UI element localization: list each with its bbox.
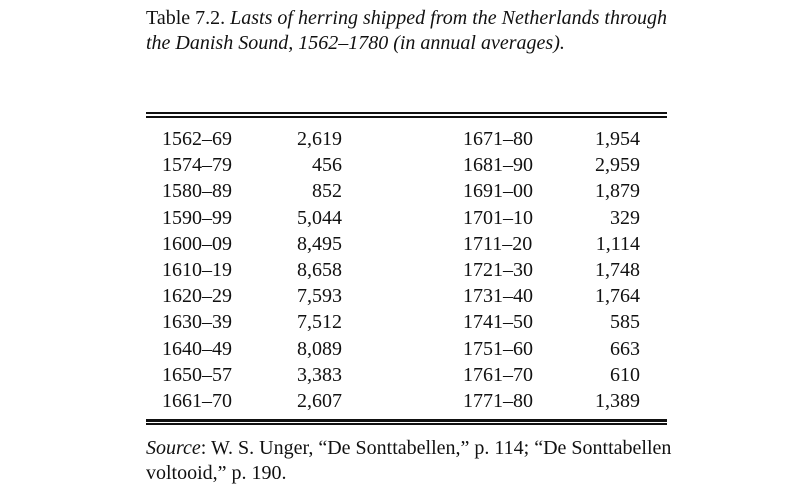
- period-right: 1771–80: [463, 389, 533, 412]
- period-left: 1574–79: [162, 154, 232, 177]
- value-right: 610: [610, 363, 640, 386]
- period-left: 1610–19: [162, 258, 232, 281]
- value-left: 3,383: [297, 363, 342, 386]
- table-row: [146, 388, 667, 414]
- table-row: [146, 336, 667, 362]
- period-left: 1580–89: [162, 180, 232, 203]
- value-right: 1,748: [595, 258, 640, 281]
- table-caption: Lasts of herring shipped from the Netherlands through the Danish Sound, 1562–1780 (in annual averages).: [146, 7, 668, 54]
- period-right: 1671–80: [463, 128, 533, 150]
- table-number: Table 7.2.: [146, 7, 226, 29]
- table-row: [146, 152, 667, 178]
- value-left: 456: [312, 154, 342, 177]
- value-left: 2,619: [297, 128, 342, 150]
- period-left: 1620–29: [162, 285, 232, 308]
- value-right: 1,764: [595, 285, 640, 308]
- period-right: 1761–70: [463, 363, 533, 386]
- source-text: : W. S. Unger, “De Sonttabellen,” p. 114; “De Sonttabellen voltooid,” p. 190.: [146, 437, 672, 484]
- table-row: [146, 126, 667, 152]
- value-left: 8,658: [297, 258, 342, 281]
- value-right: 1,389: [595, 389, 640, 412]
- period-right: 1681–90: [463, 154, 533, 177]
- table-row: [146, 178, 667, 204]
- value-left: 7,593: [297, 285, 342, 308]
- value-left: 2,607: [297, 389, 342, 412]
- period-right: 1741–50: [463, 311, 533, 334]
- value-right: 663: [610, 337, 640, 360]
- value-right: 2,959: [595, 154, 640, 177]
- value-left: 5,044: [297, 206, 342, 229]
- value-right: 1,114: [595, 232, 640, 255]
- data-table: [146, 126, 667, 414]
- period-left: 1630–39: [162, 311, 232, 334]
- value-right: 1,954: [595, 128, 640, 150]
- value-left: 8,089: [297, 337, 342, 360]
- table-row: [146, 257, 667, 283]
- period-right: 1731–40: [463, 285, 533, 308]
- source-label: Source: [146, 437, 201, 459]
- value-left: 852: [312, 180, 342, 203]
- top-double-rule: [146, 112, 667, 118]
- period-left: 1650–57: [162, 363, 232, 386]
- table-row: [146, 283, 667, 309]
- table-row: [146, 362, 667, 388]
- value-right: 329: [610, 206, 640, 229]
- period-left: 1590–99: [162, 206, 232, 229]
- period-left: 1661–70: [162, 389, 232, 412]
- period-left: 1640–49: [162, 337, 232, 360]
- value-right: 585: [610, 311, 640, 334]
- period-left: 1562–69: [162, 128, 232, 150]
- period-right: 1711–20: [463, 232, 533, 255]
- period-left: 1600–09: [162, 232, 232, 255]
- table-row: [146, 205, 667, 231]
- period-right: 1721–30: [463, 258, 533, 281]
- bottom-double-rule: [146, 419, 667, 425]
- value-right: 1,879: [595, 180, 640, 203]
- value-left: 8,495: [297, 232, 342, 255]
- table-title: [146, 6, 676, 56]
- period-right: 1751–60: [463, 337, 533, 360]
- source-note: [146, 436, 676, 486]
- period-right: 1701–10: [463, 206, 533, 229]
- table-row: [146, 309, 667, 335]
- table-row: [146, 231, 667, 257]
- period-right: 1691–00: [463, 180, 533, 203]
- value-left: 7,512: [297, 311, 342, 334]
